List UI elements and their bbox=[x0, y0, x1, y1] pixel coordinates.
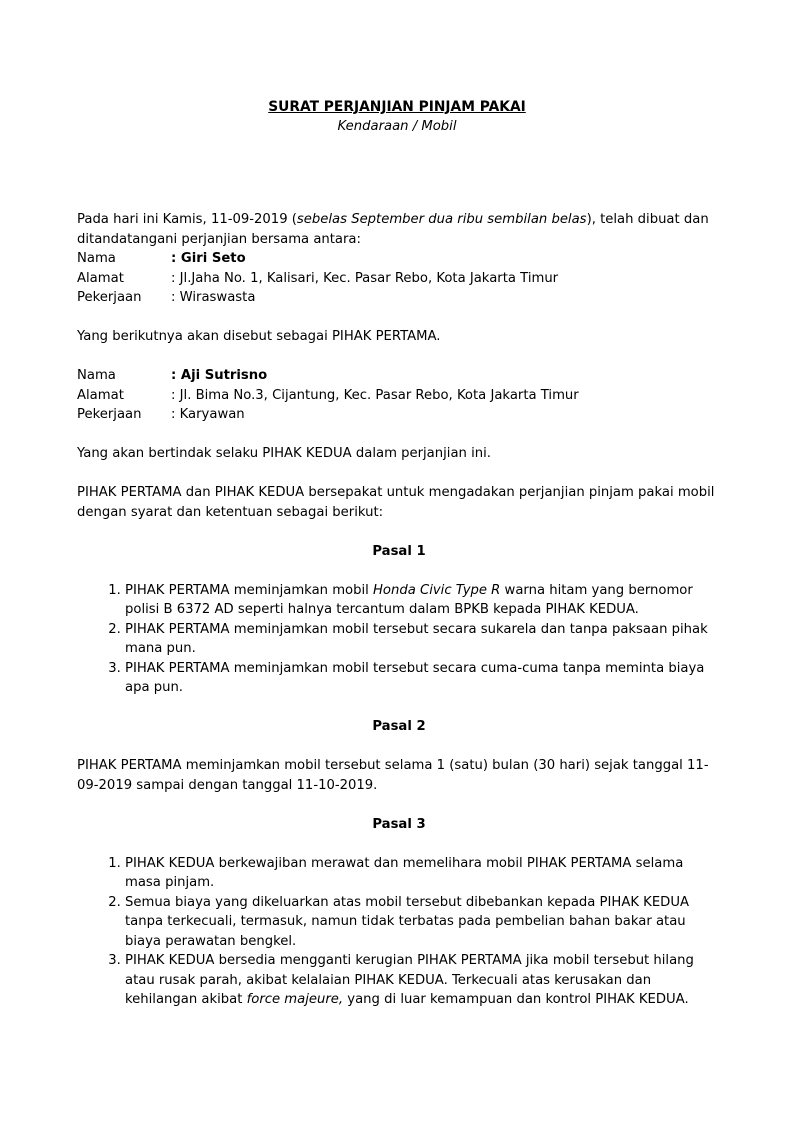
pasal1-item-1-start: PIHAK PERTAMA meminjamkan mobil bbox=[125, 582, 374, 598]
pasal3-list bbox=[77, 854, 721, 1010]
document-title: SURAT PERJANJIAN PINJAM PAKAI bbox=[268, 99, 526, 115]
party1-role-text: Yang berikutnya akan disebut sebagai PIHAK PERTAMA. bbox=[77, 329, 441, 344]
party2-name-row bbox=[77, 366, 721, 386]
pasal3-item-2: 2. Semua biaya yang dikeluarkan atas mobil tersebut dibebankan kepada PIHAK KEDUA tanpa terkecuali, termasuk, namun tidak terbatas pada pembelian bahan bakar atau biaya perawatan bengkel. bbox=[125, 893, 721, 952]
party2-name-label: Nama bbox=[77, 368, 116, 383]
party2-address-label: Alamat bbox=[77, 387, 124, 403]
pasal3-item-3 bbox=[125, 951, 721, 1010]
pasal1-car-model: Honda Civic Type R bbox=[373, 582, 501, 598]
pasal1-item-2: 2. PIHAK PERTAMA meminjamkan mobil tersebut secara sukarela dan tanpa paksaan pihak mana pun. bbox=[125, 620, 721, 659]
pasal1-item-3: 3. PIHAK PERTAMA meminjamkan mobil tersebut secara cuma-cuma tanpa meminta biaya apa pun. bbox=[125, 659, 721, 698]
intro-text-start: Pada hari ini Kamis, 11-09-2019 ( bbox=[77, 212, 297, 227]
pasal2-heading: Pasal 2 bbox=[372, 719, 426, 734]
party2-job-row bbox=[77, 405, 721, 425]
party1-job-value: : Wiraswasta bbox=[171, 290, 256, 305]
party2-address-row bbox=[77, 386, 721, 406]
pasal3-heading: Pasal 3 bbox=[372, 816, 426, 832]
party2-job-value: : Karyawan bbox=[171, 407, 245, 422]
pasal1-list bbox=[77, 581, 721, 698]
party2-address-value: : Jl. Bima No.3, Cijantung, Kec. Pasar Rebo, Kota Jakarta Timur bbox=[171, 387, 579, 403]
pasal3-item-3-end: yang di luar kemampuan dan kontrol PIHAK KEDUA. bbox=[343, 992, 689, 1007]
party1-name-value: : Giri Seto bbox=[171, 251, 246, 266]
document-body bbox=[77, 210, 721, 1029]
party2-details bbox=[77, 366, 721, 425]
pasal3-item-1: 1. PIHAK KEDUA berkewajiban merawat dan memelihara mobil PIHAK PERTAMA selama masa pinjam. bbox=[125, 854, 721, 893]
party1-name-label: Nama bbox=[77, 251, 116, 266]
party1-name-row bbox=[77, 249, 721, 269]
party1-address-value: : Jl.Jaha No. 1, Kalisari, Kec. Pasar Rebo, Kota Jakarta Timur bbox=[171, 270, 559, 286]
party2-name-value: : Aji Sutrisno bbox=[171, 368, 268, 383]
party1-job-label: Pekerjaan bbox=[77, 290, 142, 305]
agreement-paragraph: PIHAK PERTAMA dan PIHAK KEDUA bersepakat untuk mengadakan perjanjian pinjam pakai mobil dengan syarat dan ketentuan sebagai berikut: bbox=[77, 485, 715, 520]
pasal3-item-3-start: PIHAK KEDUA bersedia mengganti kerugian PIHAK PERTAMA jika mobil tersebut hilang atau rusak parah, akibat kelalaian PIHAK KEDUA. Terkecuali atas kerusakan dan kehilangan akibat bbox=[125, 953, 694, 1007]
intro-date-words: sebelas September dua ribu sembilan belas bbox=[296, 212, 587, 227]
pasal2-paragraph: PIHAK PERTAMA meminjamkan mobil tersebut selama 1 (satu) bulan (30 hari) sejak tanggal 11-09-2019 sampai dengan tanggal 11-10-2019. bbox=[77, 758, 709, 793]
party1-address-label: Alamat bbox=[77, 270, 124, 286]
party1-job-row bbox=[77, 288, 721, 308]
party2-job-label: Pekerjaan bbox=[77, 407, 142, 422]
intro-text-end: ), telah dibuat dan ditandatangani perjanjian bersama antara: bbox=[77, 212, 709, 247]
document-header bbox=[0, 97, 794, 137]
pasal1-item-1 bbox=[125, 581, 721, 620]
party1-address-row bbox=[77, 269, 721, 289]
party2-role-text: Yang akan bertindak selaku PIHAK KEDUA dalam perjanjian ini. bbox=[77, 446, 491, 461]
pasal1-item-1-end: warna hitam yang bernomor polisi B 6372 AD seperti halnya tercantum dalam BPKB kepada PIHAK KEDUA. bbox=[125, 582, 693, 617]
intro-paragraph bbox=[77, 210, 721, 249]
pasal3-force-majeure: force majeure, bbox=[246, 992, 344, 1007]
party1-details bbox=[77, 249, 721, 308]
document-subtitle: Kendaraan / Mobil bbox=[337, 119, 457, 134]
pasal1-heading: Pasal 1 bbox=[372, 543, 426, 559]
